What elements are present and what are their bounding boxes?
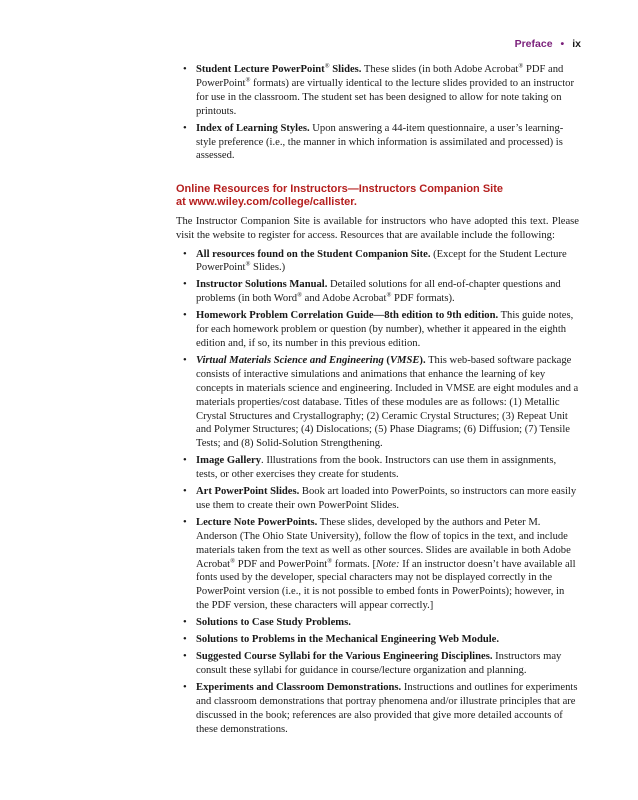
bullet-icon: • (183, 634, 187, 646)
list-item: • Virtual Materials Science and Engineering (VMSE). This web-based software package consists of interactive simulations and animations that enhance the learning of key concepts in materials science and engineering. Included in VMSE are eight modules and a materials properties/cost database. Titles of these modules are as follows: (1) Metallic Crystal Structures and Crystallography; (2) Ceramic Crystal Structures; (3) Repeat Unit and Polymer Structures; (4) Dislocations; (5) Phase Diagrams; (6) Diffusion; (7) Tensile Tests; and (8) Solid-Solution Strengthening. (183, 354, 579, 450)
page-content (176, 63, 579, 739)
list-item: • Lecture Note PowerPoints. These slides, developed by the authors and Peter M. Anderson (The Ohio State University), follow the flow of topics in the text, and include materials taken from the text as well as other sources. Slides are available in both Adobe Acrobat® PDF and PowerPoint® formats. [Note: If an instructor doesn’t have available all fonts used by the developer, special characters may not be displayed correctly in the PowerPoint version (i.e., it is not possible to embed fonts in PowerPoints); however, in the PDF version, these characters will appear correctly.] (183, 516, 576, 612)
section-intro: The Instructor Companion Site is available for instructors who have adopted this text. Please visit the website to register for access. Resources that are available include the following: (176, 216, 579, 241)
bullet-icon: • (183, 516, 187, 528)
list-item: • Suggested Course Syllabi for the Various Engineering Disciplines. Instructors may consult these syllabi for guidance in course/lecture organization and planning. (183, 651, 562, 676)
instructor-resources-list (176, 248, 579, 737)
section-heading-line-2: at www.wiley.com/college/callister. (176, 196, 357, 209)
running-head-title: Preface (514, 38, 553, 50)
section-heading-line-1: Online Resources for Instructors—Instructors Companion Site (176, 183, 503, 196)
section-heading (176, 183, 579, 209)
bullet-icon: • (183, 122, 187, 134)
list-item: • Index of Learning Styles. Upon answering a 44-item questionnaire, a user’s learning-style preference (i.e., the manner in which information is assimilated and processed) is assessed. (183, 122, 564, 162)
bullet-icon: • (183, 651, 187, 662)
bullet-icon: • (183, 279, 187, 291)
bullet-icon: • (183, 64, 187, 75)
list-item: • Homework Problem Correlation Guide—8th edition to 9th edition. This guide notes, for each homework problem or question (by number), whether it appeared in the eighth edition and, if so, its number in this previous edition. (183, 310, 574, 349)
bullet-icon: • (183, 248, 187, 260)
list-item: • Experiments and Classroom Demonstrations. Instructions and outlines for experiments and classroom demonstrations that portray phenomena and/or illustrate principles that are discussed in the book; references are also provided that give more detailed accounts of these demonstrations. (183, 681, 578, 735)
running-head-separator: • (560, 38, 565, 50)
list-item: • Art PowerPoint Slides. Book art loaded into PowerPoints, so instructors can more easily use them to create their own PowerPoint Slides. (183, 486, 577, 511)
bullet-icon: • (183, 455, 187, 467)
list-item: • All resources found on the Student Companion Site. (Except for the Student Lecture PowerPoint® Slides.) (183, 248, 567, 274)
student-resources-list (176, 63, 579, 163)
bullet-icon: • (183, 310, 187, 322)
bullet-icon: • (183, 617, 187, 629)
list-item: • Student Lecture PowerPoint® Slides. These slides (in both Adobe Acrobat® PDF and PowerPoint® formats) are virtually identical to the lecture slides provided to an instructor for use in the classroom. The student set has been designed to allow for note taking on printouts. (183, 62, 575, 117)
list-item: • Solutions to Case Study Problems. (183, 617, 351, 629)
list-item: • Image Gallery. Illustrations from the book. Instructors can use them in assignments, tests, or other exercises they create for students. (183, 455, 557, 481)
list-item: • Solutions to Problems in the Mechanical Engineering Web Module. (183, 634, 500, 646)
bullet-icon: • (183, 486, 187, 498)
bullet-icon: • (183, 681, 187, 693)
bullet-icon: • (183, 354, 187, 366)
list-item: • Instructor Solutions Manual. Detailed solutions for all end-of-chapter questions and problems (in both Word® and Adobe Acrobat® PDF formats). (183, 279, 561, 305)
running-head (515, 38, 581, 50)
page-number: ix (572, 38, 581, 50)
